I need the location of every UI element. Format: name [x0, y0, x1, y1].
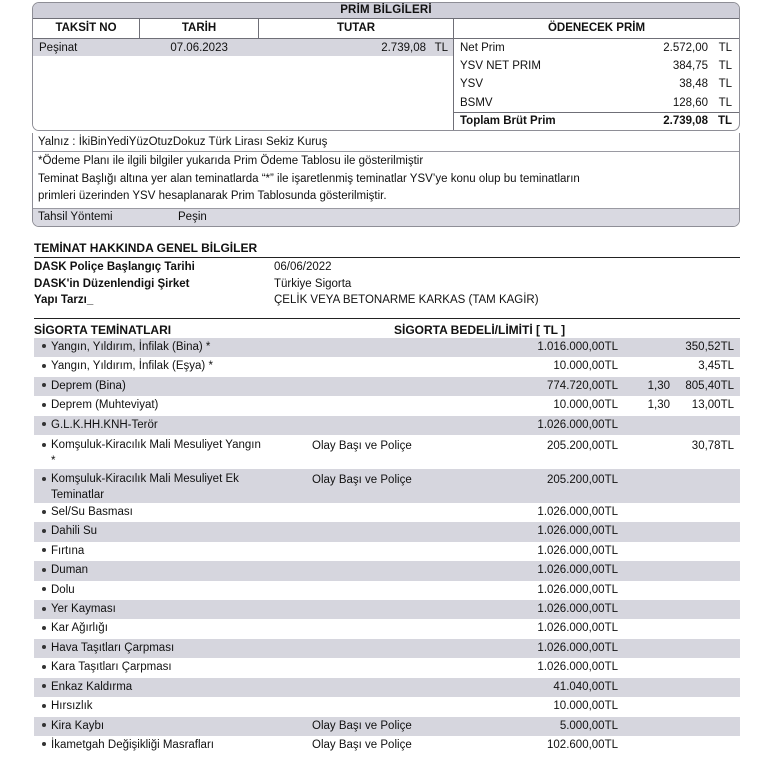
breakdown-currency: TL — [718, 60, 732, 73]
coverage-premium: 805,40TL — [685, 379, 734, 392]
bullet-icon — [42, 607, 46, 611]
amount-in-words: Yalnız : İkiBinYediYüzOtuzDokuz Türk Lirası Sekiz Kuruş — [33, 133, 739, 152]
bullet-icon — [42, 626, 46, 630]
column-header-payable-premium: ÖDENECEK PRİM — [547, 22, 646, 34]
coverage-name-cell — [34, 377, 312, 396]
breakdown-currency: TL — [718, 96, 732, 109]
coverage-name-label: Duman — [51, 564, 89, 577]
coverage-note: Olay Başı ve Poliçe — [312, 440, 412, 453]
coverage-row — [34, 469, 740, 503]
coverage-row — [34, 697, 740, 716]
premium-table-title: PRİM BİLGİLERİ — [33, 3, 739, 19]
coverage-name-label: Dolu — [51, 583, 75, 596]
coverage-premium — [670, 469, 736, 471]
coverage-amount: 1.026.000,00TL — [537, 641, 618, 654]
bullet-icon — [42, 403, 46, 407]
coverage-name-cell — [34, 435, 312, 469]
breakdown-label: BSMV — [460, 96, 493, 109]
bullet-icon — [42, 684, 46, 688]
coverage-name-cell — [34, 416, 312, 435]
bullet-icon — [42, 742, 46, 746]
policy-notes — [33, 152, 739, 209]
collection-method-row — [33, 209, 739, 226]
coverage-name-cell — [34, 658, 312, 677]
coverage-name-cell — [34, 542, 312, 561]
coverage-amount: 1.026.000,00TL — [537, 525, 618, 538]
breakdown-label: YSV — [460, 78, 484, 91]
bullet-icon — [42, 383, 46, 387]
collection-method-label: Tahsil Yöntemi — [38, 211, 113, 223]
bullet-icon — [42, 422, 46, 426]
coverage-rate: 1,30 — [647, 399, 670, 412]
bullet-icon — [42, 645, 46, 649]
premium-table-body — [33, 39, 739, 130]
bullet-icon — [42, 548, 46, 552]
bullet-icon — [42, 443, 46, 447]
coverage-amount: 1.026.000,00TL — [537, 418, 618, 431]
breakdown-value: 2.572,00 — [663, 42, 708, 55]
coverage-name-label: İkametgah Değişikliği Masrafları — [51, 738, 214, 751]
general-info-section-title: TEMİNAT HAKKINDA GENEL BİLGİLER — [34, 241, 740, 258]
coverage-note: Olay Başı ve Poliçe — [312, 738, 412, 751]
installment-amount-currency: TL — [434, 41, 448, 54]
coverage-amount: 1.026.000,00TL — [537, 564, 618, 577]
coverage-row — [34, 678, 740, 697]
coverage-note: Olay Başı ve Poliçe — [312, 719, 412, 732]
coverage-name-label: Deprem (Bina) — [51, 379, 126, 392]
coverage-row — [34, 561, 740, 580]
coverage-premium: 13,00TL — [691, 399, 734, 412]
bullet-icon — [42, 344, 46, 348]
coverage-row — [34, 658, 740, 677]
coverage-name-label: Yangın, Yıldırım, İnfilak (Eşya) * — [51, 360, 213, 373]
premium-table-header-row — [33, 19, 739, 39]
coverage-row — [34, 717, 740, 736]
installment-empty-space — [33, 56, 453, 130]
breakdown-currency: TL — [718, 42, 732, 55]
bullet-icon — [42, 723, 46, 727]
coverage-name-label: Deprem (Muhteviyat) — [51, 399, 159, 412]
bullet-icon — [42, 510, 46, 514]
coverage-name-cell — [34, 600, 312, 619]
coverage-name-label: Kara Taşıtları Çarpması — [51, 661, 172, 674]
general-info-value: 06/06/2022 — [274, 261, 332, 274]
coverage-name-label: Kar Ağırlığı — [51, 622, 108, 635]
coverage-row — [34, 736, 740, 755]
coverage-amount: 10.000,00TL — [553, 700, 618, 713]
notes-block — [32, 133, 740, 227]
general-info-value: ÇELİK VEYA BETONARME KARKAS (TAM KAGİR) — [274, 294, 539, 307]
total-value: 2.739,08 — [663, 115, 708, 128]
coverage-name-label: Sel/Su Basması — [51, 506, 133, 519]
coverage-amount: 1.026.000,00TL — [537, 603, 618, 616]
bullet-icon — [42, 364, 46, 368]
coverage-amount: 205.200,00TL — [547, 474, 618, 487]
bullet-icon — [42, 587, 46, 591]
coverage-table-header — [34, 318, 740, 337]
breakdown-value: 384,75 — [672, 60, 708, 73]
bullet-icon — [42, 704, 46, 708]
column-header-amount: TUTAR — [259, 19, 454, 38]
bullet-icon — [42, 529, 46, 533]
premium-information-table — [32, 2, 740, 131]
column-header-date: TARİH — [140, 19, 259, 38]
coverage-header-name: SİGORTA TEMİNATLARI — [34, 323, 172, 337]
general-info-label: DASK Poliçe Başlangıç Tarihi — [34, 261, 195, 274]
general-info-value: Türkiye Sigorta — [274, 277, 352, 290]
coverage-amount: 1.026.000,00TL — [537, 544, 618, 557]
coverage-name-cell — [34, 396, 312, 415]
coverage-amount: 205.200,00TL — [547, 440, 618, 453]
coverage-name-label: Dahili Su — [51, 525, 98, 538]
coverage-name-cell — [34, 639, 312, 658]
installment-row — [33, 39, 453, 56]
total-currency: TL — [717, 115, 732, 128]
column-header-installment-no: TAKSİT NO — [33, 19, 140, 38]
coverage-name-label: Yangın, Yıldırım, İnfilak (Bina) * — [51, 341, 211, 353]
breakdown-row-ysv — [454, 75, 739, 93]
coverage-amount: 10.000,00TL — [553, 360, 618, 373]
coverage-name-cell — [34, 717, 312, 736]
ysv-note-line-2: primleri üzerinden YSV hesaplanarak Prim Tablosunda gösterilmiştir. — [38, 190, 387, 202]
general-info-label: DASK'in Düzenlendigi Şirket — [34, 277, 190, 290]
breakdown-row-ysv-net-prim — [454, 57, 739, 75]
bullet-icon — [42, 477, 46, 481]
coverage-amount: 1.026.000,00TL — [537, 661, 618, 674]
coverage-amount: 1.026.000,00TL — [537, 583, 618, 596]
bullet-icon — [42, 665, 46, 669]
installment-amount-cell — [258, 42, 453, 54]
coverage-name-cell — [34, 469, 312, 503]
coverage-amount: 1.016.000,00TL — [537, 341, 618, 353]
general-info-row-issuing-company — [34, 276, 740, 293]
coverage-premium: 350,52TL — [685, 341, 734, 353]
coverage-row — [34, 542, 740, 561]
coverage-name-cell — [34, 678, 312, 697]
coverage-rate — [618, 435, 670, 437]
installment-amount-value: 2.739,08 — [381, 41, 426, 54]
coverage-name-label: Komşuluk-Kiracılık Mali Mesuliyet Yangın — [51, 439, 261, 452]
coverage-name-label-line2: * — [51, 455, 56, 468]
coverage-name-label: Fırtına — [51, 544, 85, 557]
coverage-name-cell — [34, 619, 312, 638]
coverage-amount: 41.040,00TL — [553, 680, 618, 693]
coverage-premium: 3,45TL — [698, 360, 734, 373]
coverage-row — [34, 357, 740, 376]
coverage-row — [34, 581, 740, 600]
coverage-amount: 1.026.000,00TL — [537, 622, 618, 635]
coverage-name-cell — [34, 338, 312, 357]
coverage-row — [34, 377, 740, 396]
coverage-header-amount: SİGORTA BEDELİ/LİMİTİ [ TL ] — [394, 323, 566, 337]
coverage-name-cell — [34, 522, 312, 541]
general-info-rows — [34, 259, 740, 309]
coverage-amount: 10.000,00TL — [553, 399, 618, 412]
coverage-amount: 5.000,00TL — [559, 719, 618, 732]
total-label: Toplam Brüt Prim — [460, 115, 556, 128]
coverage-name-label: Kira Kaybı — [51, 719, 105, 732]
payment-plan-note: *Ödeme Planı ile ilgili bilgiler yukarıda Prim Ödeme Tablosu ile gösterilmiştir — [38, 155, 424, 167]
coverage-row — [34, 503, 740, 522]
coverage-name-cell — [34, 697, 312, 716]
coverage-row — [34, 522, 740, 541]
coverage-name-cell — [34, 581, 312, 600]
collection-method-value: Peşin — [178, 211, 207, 223]
breakdown-row-total-gross-premium — [454, 112, 739, 130]
coverage-table-body — [34, 338, 740, 755]
breakdown-row-bsmv — [454, 94, 739, 112]
coverage-amount: 102.600,00TL — [547, 738, 618, 751]
coverage-amount: 1.026.000,00TL — [537, 506, 618, 519]
coverage-row — [34, 396, 740, 415]
coverage-name-label: Komşuluk-Kiracılık Mali Mesuliyet Ek — [51, 473, 239, 486]
ysv-note-line-1: Teminat Başlığı altına yer alan teminatlarda “*” ile işaretlenmiş teminatlar YSV’ye konu olup bu teminatların — [38, 172, 580, 185]
installment-list — [33, 39, 454, 130]
breakdown-currency: TL — [718, 78, 732, 91]
coverage-rate: 1,30 — [647, 379, 670, 392]
coverage-premium: 30,78TL — [691, 440, 734, 453]
installment-date-value: 07.06.2023 — [170, 41, 228, 54]
breakdown-label: Net Prim — [460, 42, 505, 55]
coverage-row — [34, 639, 740, 658]
breakdown-value: 128,60 — [672, 96, 708, 109]
breakdown-row-net-prim — [454, 39, 739, 57]
coverage-name-label-line2: Teminatlar — [51, 489, 105, 502]
installment-no-value: Peşinat — [39, 41, 78, 54]
coverage-name-cell — [34, 357, 312, 376]
coverage-rate — [618, 469, 670, 471]
coverage-name-label: Hava Taşıtları Çarpması — [51, 641, 175, 654]
coverage-name-label: G.L.K.HH.KNH-Terör — [51, 418, 158, 431]
coverage-row — [34, 416, 740, 435]
coverage-row — [34, 600, 740, 619]
coverage-amount: 774.720,00TL — [547, 379, 618, 392]
premium-breakdown-list — [454, 39, 739, 130]
coverage-row — [34, 619, 740, 638]
coverage-note: Olay Başı ve Poliçe — [312, 474, 412, 487]
bullet-icon — [42, 568, 46, 572]
general-info-row-policy-start-date — [34, 259, 740, 276]
general-info-row-construction-type — [34, 292, 740, 309]
coverage-row — [34, 338, 740, 357]
general-info-label: Yapı Tarzı_ — [34, 294, 94, 307]
coverage-name-cell — [34, 561, 312, 580]
coverage-name-label: Yer Kayması — [51, 603, 116, 616]
coverage-name-cell — [34, 736, 312, 755]
breakdown-value: 38,48 — [679, 78, 708, 91]
coverage-name-cell — [34, 503, 312, 522]
coverage-name-label: Enkaz Kaldırma — [51, 680, 133, 693]
breakdown-label: YSV NET PRIM — [460, 60, 541, 73]
coverage-name-label: Hırsızlık — [51, 700, 93, 713]
coverage-row — [34, 435, 740, 469]
